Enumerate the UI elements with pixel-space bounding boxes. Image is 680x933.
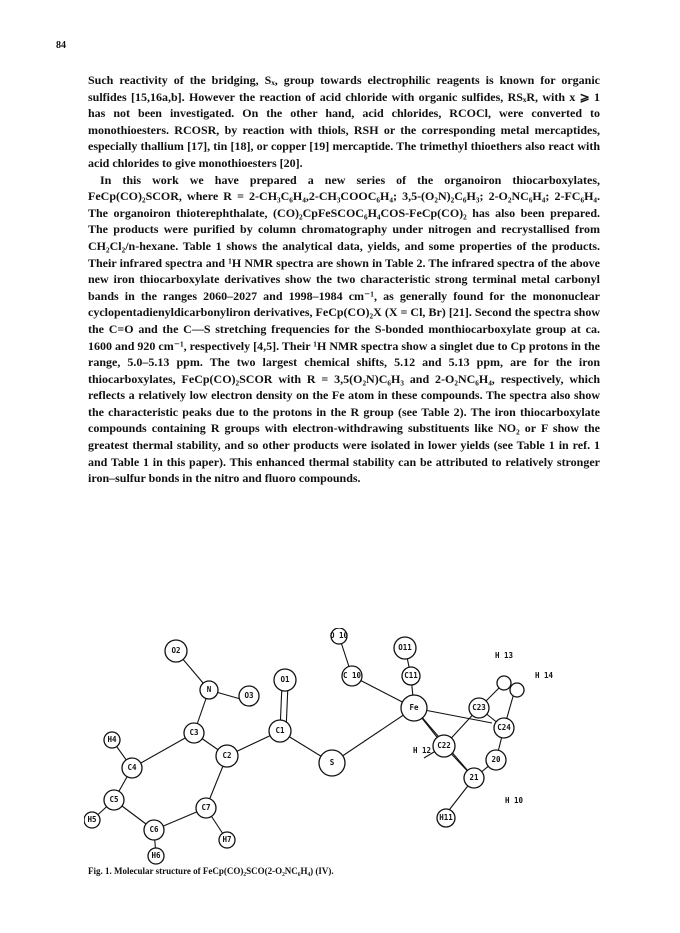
svg-text:Fe: Fe <box>409 703 419 712</box>
svg-text:H11: H11 <box>439 813 453 822</box>
atom-s <box>319 750 345 776</box>
figure-caption: Fig. 1. Molecular structure of FeCp(CO)₂SCO(2-O₂NC₆H₄) (IV). <box>88 866 334 876</box>
paragraph-2: In this work we have prepared a new series of the organoiron thiocarboxylates, FeCp(CO)₂SCOR, where R = 2-CH₃C₆H₄,2-CH₃COOC₆H₄; 3,5-(O₂N)₂C₆H₃; 2-O₂NC₆H₄; 2-FC₆H₄. The organoiron thioterephthalate, (CO)₂CpFeSCOC₆H₄COS-FeCp(CO)₂ has also been prepared. The products were purified by column chromatography under nitrogen and recrystallised from CH₂Cl₂/n-hexane. Table 1 shows the analytical data, yields, and some properties of the products. Their infrared spectra and ¹H NMR spectra are shown in Table 2. The infrared spectra of the above new iron thiocarboxylate derivatives show the two characteristic strong terminal metal carbonyl bands in the ranges 2060–2027 and 1998–1984 cm⁻¹, as generally found for the mononuclear cyclopentadienyldicarbonyliron derivatives, FeCp(CO)₂X (X = Cl, Br) [21]. Second the spectra show the C=O and the C—S stretching frequencies for the S-bonded monthiocarboxylate group at ca. 1600 and 920 cm⁻¹, respectively [4,5]. Their ¹H NMR spectra show a singlet due to Cp protons in the range, 5.0–5.13 ppm. The two largest chemical shifts, 5.12 and 5.13 ppm, are for the iron thiocarboxylates, FeCp(CO)₂SCOR with R = 3,5(O₂N)C₆H₃ and 2-O₂NC₆H₄, respectively, which reflects a relatively low electron density on the Fe atom in these compounds. The spectra also show the characteristic peaks due to the protons in the R group (see Table 2). The iron thiocarboxylate compounds containing R groups with electron-withdrawing substituents like NO₂ or F show the greatest thermal stability, and so other products were isolated in lower yields (see Table 1 in ref. 1 and Table 1 in this paper). This enhanced thermal stability can be attributed to relatively stronger iron–sulfur bonds in the nitro and fluoro compounds. <box>88 172 600 486</box>
label-h13: H 13 <box>494 651 514 660</box>
svg-text:C6: C6 <box>149 825 159 834</box>
atom-h4 <box>104 732 120 748</box>
atom-c11 <box>402 667 420 685</box>
svg-text:O2: O2 <box>171 646 181 655</box>
paragraph-1: Such reactivity of the bridging, Sₓ, group towards electrophilic reagents is known for organic sulfides [15,16a,b]. However the reaction of acid chloride with organic sulfides, RSₓR, with x ⩾ 1 has not been investigated. On the other hand, acid chlorides, RCOCl, were converted to monothioesters. RCOSR, by reaction with thiols, RSH or the corresponding metal mercaptides, especially thallium [17], tin [18], or copper [19] mercaptide. The trimethyl thioethers also react with acid chlorides to give monothioesters [20]. <box>88 73 600 170</box>
atom-o2 <box>165 640 187 662</box>
svg-text:20: 20 <box>491 755 501 764</box>
atom-o11 <box>394 637 416 659</box>
atom-c22 <box>433 735 455 757</box>
atom-c10 <box>342 666 362 686</box>
atom-c3 <box>184 723 204 743</box>
svg-text:C5: C5 <box>109 795 119 804</box>
molecular-structure-diagram <box>84 628 664 870</box>
svg-text:H5: H5 <box>87 815 97 824</box>
svg-text:C1: C1 <box>275 726 285 735</box>
svg-text:O 10: O 10 <box>329 631 349 640</box>
atom-c1 <box>269 720 291 742</box>
svg-text:C11: C11 <box>404 671 418 680</box>
atom-c23 <box>469 698 489 718</box>
atom-c2 <box>216 745 238 767</box>
atom-h13-dot <box>497 676 511 690</box>
atom-o10 <box>330 628 349 644</box>
svg-text:O11: O11 <box>398 643 412 652</box>
svg-text:C24: C24 <box>497 723 511 732</box>
svg-text:C7: C7 <box>201 803 211 812</box>
svg-text:C 10: C 10 <box>342 671 362 680</box>
svg-text:O3: O3 <box>244 691 254 700</box>
svg-text:C3: C3 <box>189 728 199 737</box>
atom-c4 <box>122 758 142 778</box>
svg-text:H7: H7 <box>222 835 232 844</box>
atom-c24 <box>494 718 514 738</box>
label-h10: H 10 <box>504 796 524 805</box>
svg-text:H4: H4 <box>107 735 117 744</box>
atom-h7 <box>219 832 235 848</box>
svg-text:H6: H6 <box>151 851 161 860</box>
atom-o3 <box>239 686 259 706</box>
atom-o1 <box>274 669 296 691</box>
atom-h6 <box>148 848 164 864</box>
atom-h14-dot <box>510 683 524 697</box>
svg-text:O1: O1 <box>280 675 290 684</box>
atom-h11 <box>437 809 455 827</box>
label-h12: H 12 <box>412 746 432 755</box>
atom-c7 <box>196 798 216 818</box>
label-h14: H 14 <box>534 671 554 680</box>
svg-text:N: N <box>206 685 212 694</box>
svg-text:C2: C2 <box>222 751 232 760</box>
atom-fe <box>401 695 427 721</box>
svg-text:C22: C22 <box>437 741 451 750</box>
atom-n <box>200 681 218 699</box>
page-number: 84 <box>56 40 66 51</box>
atom-c20 <box>486 750 506 770</box>
svg-text:21: 21 <box>469 773 479 782</box>
svg-text:C4: C4 <box>127 763 137 772</box>
atom-c21 <box>464 768 484 788</box>
atom-c5 <box>104 790 124 810</box>
atom-h5 <box>84 812 100 828</box>
atom-c6 <box>144 820 164 840</box>
molecular-structure-figure <box>84 628 664 870</box>
svg-text:C23: C23 <box>472 703 486 712</box>
body-text <box>88 72 600 487</box>
svg-text:S: S <box>329 758 335 767</box>
